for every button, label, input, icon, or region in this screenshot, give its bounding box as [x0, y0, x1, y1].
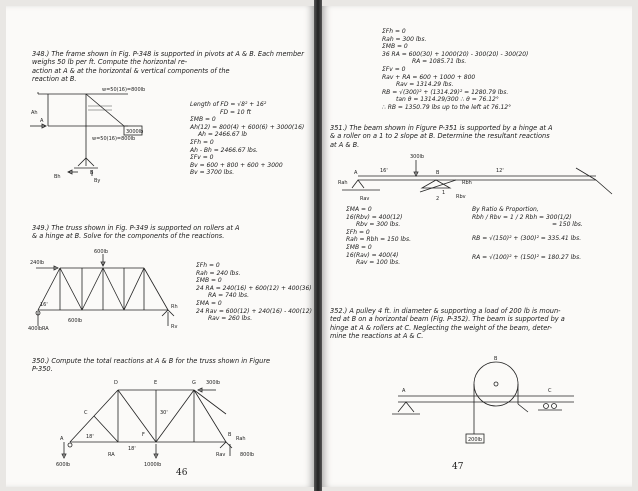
problem-348-text: [32, 50, 304, 84]
equation-line: By Ratio & Proportion,: [472, 206, 539, 213]
fig-label-g: G: [192, 380, 196, 386]
fig-label-16ft: 16': [380, 168, 388, 174]
fig-label-load-bottom: 600lb: [68, 318, 83, 324]
equation-line: ΣMA = 0: [346, 206, 372, 213]
problem-349-text: [32, 224, 304, 241]
figure-p350: [56, 374, 286, 468]
equation-line: 24 RA = 240(16) + 600(12) + 400(36): [196, 284, 312, 292]
problem-352-line: mine the reactions at A & C.: [330, 332, 424, 341]
fig-label-a: A: [402, 388, 406, 394]
fig-label-rav: Rav: [216, 452, 226, 458]
problem-349-line: 349.) The truss shown in Fig. P-349 is supported on rollers at A: [32, 224, 240, 232]
problem-348-line: action at A & at the horizontal & vertical components of the: [32, 66, 230, 75]
equation-line: FD = 10 ft: [220, 108, 251, 116]
equation-line: RA = 1085.71 lbs.: [412, 58, 467, 66]
problem-351-solution-right: [472, 206, 583, 262]
fig-label-rah: Rah: [236, 436, 246, 442]
equation-line: RA = √(100)² + (150)² = 180.27 lbs.: [472, 254, 582, 262]
fig-label-rah: Rah: [338, 180, 348, 186]
fig-label-rbh: Rbh: [462, 180, 472, 186]
equation-line: ΣFh = 0: [382, 28, 406, 35]
equation-line: Bv = 600 + 800 + 600 + 3000: [190, 161, 283, 169]
fig-label-1000lb: 1000lb: [144, 462, 162, 468]
page-number-left: 46: [176, 468, 188, 478]
equation-line: 36 RA = 600(30) + 1000(20) - 300(20) - 300(20): [382, 50, 529, 58]
equation-line: Rah = 300 lbs.: [382, 35, 427, 43]
fig-label-b: B: [436, 170, 440, 176]
fig-label-b: B: [494, 356, 498, 362]
problem-350-line: P-350.: [32, 365, 53, 374]
problem-348-line: 348.) The frame shown in Fig. P-348 is supported in pivots at A & B. Each member weighs 50 lb per ft. Compute the horizontal re-: [32, 50, 304, 67]
fig-label-b: B: [228, 432, 232, 438]
equation-line: Rah = 240 lbs.: [196, 269, 241, 277]
right-page: [322, 6, 632, 487]
equation-line: ΣFh = 0: [346, 228, 370, 236]
problem-351-line: & a roller on a 1 to 2 slope at B. Determine the resultant reactions: [330, 132, 550, 141]
equation-line: Rbh / Rbv = 1 / 2 Rbh = 300(1/2): [472, 213, 572, 221]
fig-label-600lb: 600lb: [56, 462, 71, 468]
fig-label-b: B: [90, 170, 94, 176]
problem-352-line: 352.) A pulley 4 ft. in diameter & supporting a load of 200 lb is moun-: [330, 307, 561, 315]
figure-p351: [336, 154, 616, 204]
fig-label-c: C: [84, 410, 88, 416]
problem-351-line: 351.) The beam shown in Figure P-351 is supported by a hinge at A: [330, 124, 553, 132]
fig-label-ra: RA: [42, 326, 49, 332]
equation-line: Ah = 2466.67 lb: [198, 131, 247, 139]
fig-label-200lb: 200lb: [468, 437, 483, 443]
problem-349-line: & a hinge at B. Solve for the components of the reactions.: [32, 232, 225, 241]
fig-label-30: 30': [160, 410, 168, 416]
fig-label-e: E: [154, 380, 158, 386]
fig-label-d: D: [114, 380, 118, 386]
fig-label-by: By: [94, 178, 101, 184]
fig-label-c: C: [548, 388, 552, 394]
fig-label-w1: w=50(16)=800lb: [102, 87, 146, 93]
fig-label-18b: 18': [128, 446, 136, 452]
fig-label-800lb: 800lb: [240, 452, 255, 458]
equation-line: Bv = 3700 lbs.: [190, 169, 235, 177]
fig-label-slope-1: 1: [442, 190, 446, 196]
fig-label-load-left: 240lb: [30, 260, 45, 266]
equation-line: Rav = 100 lbs.: [356, 259, 401, 267]
equation-line: ∴ RB = 1350.79 lbs up to the left at 76.12°: [382, 103, 512, 111]
fig-label-a: A: [60, 436, 64, 442]
equation-line: RA = 740 lbs.: [208, 292, 249, 300]
fig-label-slope-2: 2: [436, 196, 440, 202]
figure-p348: [28, 86, 178, 184]
equation-line: 16(Rbv) = 400(12): [346, 213, 403, 221]
fig-label-rav: Rav: [360, 196, 370, 202]
fig-label-rbv: Rbv: [456, 194, 466, 200]
equation-line: Ah - Bh = 2466.67 lbs.: [190, 146, 258, 154]
fig-label-bh: Bh: [54, 174, 61, 180]
fig-label-300lb: 300lb: [206, 380, 221, 386]
problem-349-solution: [196, 262, 312, 323]
equation-line: Rav = 260 lbs.: [208, 315, 253, 323]
equation-line: Rah = Rbh = 150 lbs.: [346, 236, 411, 244]
fig-label-12ft: 12': [496, 168, 504, 174]
problem-350-text: [32, 357, 308, 374]
figure-p352: [378, 352, 578, 452]
equation-line: RB = √(150)² + (300)² = 335.41 lbs.: [472, 234, 582, 242]
equation-line: ΣFh = 0: [196, 262, 220, 269]
equation-line: tan θ = 1314.29/300 ∴ θ = 76.12°: [396, 96, 499, 104]
equation-line: = 150 lbs.: [552, 221, 583, 229]
fig-label-load-top: 600lb: [94, 249, 109, 255]
figure-p349: [28, 250, 178, 330]
book-gutter: [314, 0, 322, 491]
equation-line: ΣFv = 0: [190, 154, 214, 162]
page-number-right: 47: [452, 462, 464, 472]
equation-line: Rav + RA = 600 + 1000 + 800: [382, 73, 476, 81]
equation-line: ΣMB = 0: [346, 243, 372, 251]
equation-line: 24 Rav = 600(12) + 240(16) - 400(12): [196, 307, 312, 315]
equation-line: ΣMA = 0: [196, 299, 222, 307]
problem-352-line: ted at B on a horizontal beam (Fig. P-352). The beam is supported by a: [330, 315, 565, 324]
equation-line: ΣMB = 0: [190, 116, 216, 124]
fig-label-load-400: 400lb: [28, 326, 43, 332]
fig-label-load: 3000lb: [126, 129, 144, 135]
fig-label-span: 16': [40, 302, 48, 308]
problem-348-line: reaction at B.: [32, 75, 77, 84]
fig-label-rh: Rh: [171, 304, 178, 310]
fig-label-w2: w=50(16)=800lb: [92, 136, 136, 142]
fig-label-rv: Rv: [171, 324, 178, 330]
equation-line: Ah(12) = 800(4) + 600(6) + 3000(16): [190, 123, 305, 131]
left-page: [6, 6, 314, 487]
problem-351-solution-left: [346, 206, 411, 267]
equation-line: Rav = 1314.29 lbs.: [396, 81, 454, 89]
problem-352-line: hinge at A & rollers at C. Neglecting the weight of the beam, deter-: [330, 323, 553, 332]
equation-line: ΣFv = 0: [382, 65, 406, 73]
fig-label-ah: Ah: [31, 110, 38, 116]
fig-label-f: F: [142, 432, 145, 438]
problem-351-line: at A & B.: [330, 140, 360, 149]
equation-line: 16(Rav) = 400(4): [346, 251, 399, 259]
problem-348-solution: [190, 101, 304, 177]
fig-label-a: A: [40, 118, 44, 124]
problem-352-text: [330, 307, 626, 341]
equation-line: ΣFh = 0: [190, 138, 214, 146]
fig-label-a: A: [354, 170, 358, 176]
equation-line: ΣMB = 0: [196, 277, 222, 285]
equation-line: Length of FD = √8² + 16²: [190, 101, 267, 108]
fig-label-ra: RA: [108, 452, 115, 458]
fig-label-18a: 18': [86, 434, 94, 440]
equation-line: RB = √(300)² + (1314.29)² = 1280.79 lbs.: [382, 88, 509, 96]
fig-label-300lb: 300lb: [410, 154, 425, 160]
problem-351-text: [330, 124, 626, 149]
equation-line: ΣMB = 0: [382, 43, 408, 51]
problem-350-line: 350.) Compute the total reactions at A & B for the truss shown in Figure: [32, 357, 271, 365]
top-solution: [382, 28, 528, 112]
equation-line: Rbv = 300 lbs.: [356, 221, 401, 229]
